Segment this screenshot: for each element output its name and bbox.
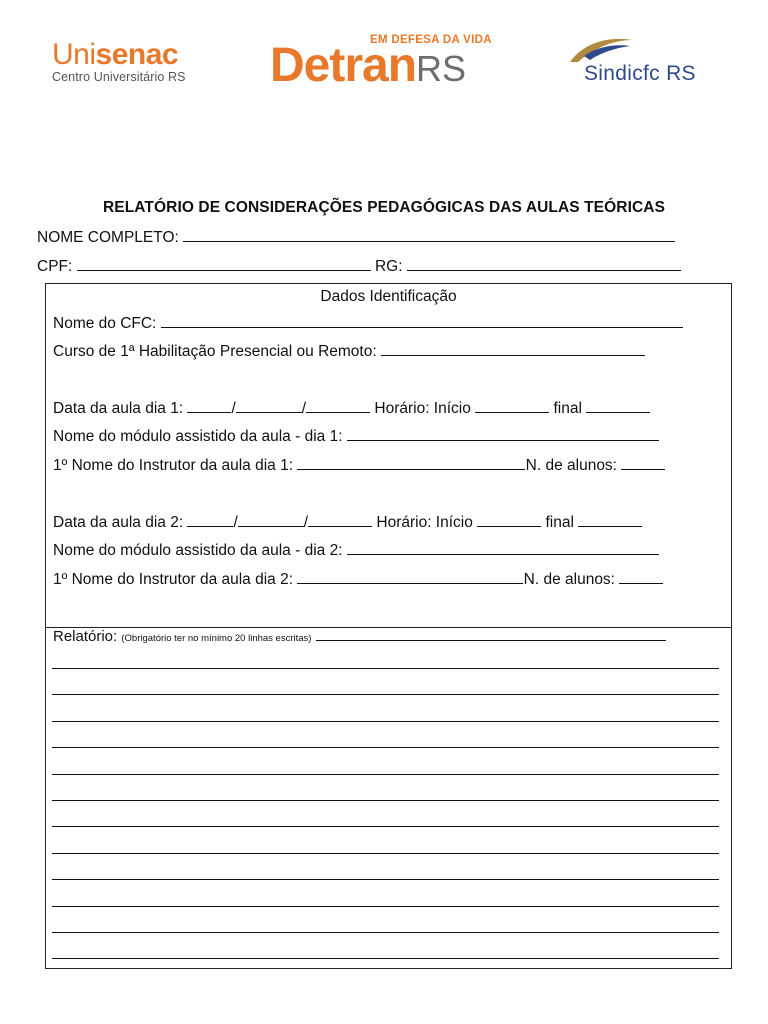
- instrutor-dia1-row: [53, 457, 665, 475]
- instrutor-dia2-row: [53, 571, 663, 589]
- horario-inicio-dia1-label: Horário: Início: [374, 400, 471, 417]
- relatorio-writing-line[interactable]: [52, 906, 719, 907]
- detran-logo: [270, 30, 510, 92]
- cpf-rg-row: [37, 258, 681, 276]
- data-dia1-day-field[interactable]: [187, 400, 231, 413]
- unisenac-logo-subtitle: Centro Universitário RS: [52, 70, 186, 84]
- unisenac-logo-senac: senac: [95, 38, 179, 71]
- modulo-dia2-field[interactable]: [347, 542, 659, 555]
- sindicfc-name: Sindicfc RS: [584, 62, 696, 85]
- curso-field[interactable]: [381, 343, 645, 356]
- relatorio-writing-line[interactable]: [52, 932, 719, 933]
- rg-field[interactable]: [407, 258, 681, 271]
- instrutor-dia1-field[interactable]: [297, 457, 525, 470]
- cpf-label: CPF:: [37, 258, 73, 275]
- modulo-dia1-label: Nome do módulo assistido da aula - dia 1:: [53, 428, 343, 445]
- data-aula-dia1-label: Data da aula dia 1:: [53, 400, 184, 417]
- nome-cfc-label: Nome do CFC:: [53, 315, 157, 332]
- data-aula-dia1-row: [53, 400, 650, 418]
- relatorio-writing-line[interactable]: [52, 958, 719, 959]
- identificacao-section: [45, 283, 732, 628]
- nome-cfc-row: [53, 315, 683, 333]
- horario-final-dia1-label: final: [553, 400, 582, 417]
- instrutor-dia2-field[interactable]: [297, 571, 523, 584]
- modulo-dia2-row: [53, 542, 659, 560]
- data-aula-dia2-row: [53, 514, 642, 532]
- horario-inicio-dia2-label: Horário: Início: [376, 514, 473, 531]
- rg-label: RG:: [374, 258, 403, 275]
- relatorio-writing-line[interactable]: [52, 826, 719, 827]
- relatorio-writing-line[interactable]: [52, 879, 719, 880]
- alunos-dia2-field[interactable]: [619, 571, 663, 584]
- horario-inicio-dia1-field[interactable]: [475, 400, 549, 413]
- detran-suffix: RS: [416, 48, 467, 89]
- relatorio-first-line[interactable]: [316, 632, 666, 641]
- instrutor-dia2-label: 1º Nome do Instrutor da aula dia 2:: [53, 571, 294, 588]
- detran-slogan: EM DEFESA DA VIDA: [370, 34, 492, 46]
- relatorio-writing-line[interactable]: [52, 774, 719, 775]
- date-separator: /: [231, 400, 236, 417]
- alunos-dia2-label: N. de alunos:: [523, 571, 615, 588]
- curso-row: [53, 343, 645, 361]
- relatorio-writing-line[interactable]: [52, 668, 719, 669]
- alunos-dia1-label: N. de alunos:: [525, 457, 617, 474]
- horario-final-dia2-field[interactable]: [578, 514, 642, 527]
- alunos-dia1-field[interactable]: [621, 457, 665, 470]
- modulo-dia2-label: Nome do módulo assistido da aula - dia 2:: [53, 542, 343, 559]
- nome-completo-label: NOME COMPLETO:: [37, 229, 179, 246]
- nome-completo-row: [37, 229, 675, 247]
- document-title: RELATÓRIO DE CONSIDERAÇÕES PEDAGÓGICAS DAS AULAS TEÓRICAS: [102, 199, 666, 216]
- relatorio-writing-line[interactable]: [52, 694, 719, 695]
- horario-inicio-dia2-field[interactable]: [477, 514, 541, 527]
- logo-bar: [0, 30, 768, 100]
- horario-final-dia1-field[interactable]: [586, 400, 650, 413]
- data-dia1-month-field[interactable]: [236, 400, 302, 413]
- relatorio-writing-line[interactable]: [52, 747, 719, 748]
- detran-name: Detran: [270, 39, 417, 92]
- relatorio-writing-line[interactable]: [52, 800, 719, 801]
- sindicfc-logo: [566, 34, 726, 94]
- relatorio-writing-line[interactable]: [52, 721, 719, 722]
- modulo-dia1-row: [53, 428, 659, 446]
- relatorio-label: Relatório:: [53, 628, 118, 645]
- data-dia2-day-field[interactable]: [187, 514, 233, 527]
- cpf-field[interactable]: [77, 258, 371, 271]
- curso-label: Curso de 1ª Habilitação Presencial ou Remoto:: [53, 343, 377, 360]
- date-separator: /: [301, 400, 307, 417]
- instrutor-dia1-label: 1º Nome do Instrutor da aula dia 1:: [53, 457, 294, 474]
- relatorio-section: [45, 627, 732, 969]
- identificacao-heading: Dados Identificação: [320, 288, 457, 305]
- nome-cfc-field[interactable]: [161, 315, 683, 328]
- data-aula-dia2-label: Data da aula dia 2:: [53, 514, 184, 531]
- horario-final-dia2-label: final: [545, 514, 574, 531]
- relatorio-note: (Obrigatório ter no mínimo 20 linhas escritas): [121, 633, 312, 644]
- data-dia1-year-field[interactable]: [306, 400, 370, 413]
- data-dia2-month-field[interactable]: [238, 514, 304, 527]
- relatorio-label-row: [53, 628, 666, 645]
- date-separator: /: [303, 514, 309, 531]
- modulo-dia1-field[interactable]: [347, 428, 659, 441]
- unisenac-logo-uni: Uni: [52, 38, 96, 71]
- nome-completo-field[interactable]: [183, 229, 675, 242]
- relatorio-writing-line[interactable]: [52, 853, 719, 854]
- unisenac-logo: [52, 40, 186, 84]
- date-separator: /: [233, 514, 238, 531]
- data-dia2-year-field[interactable]: [308, 514, 372, 527]
